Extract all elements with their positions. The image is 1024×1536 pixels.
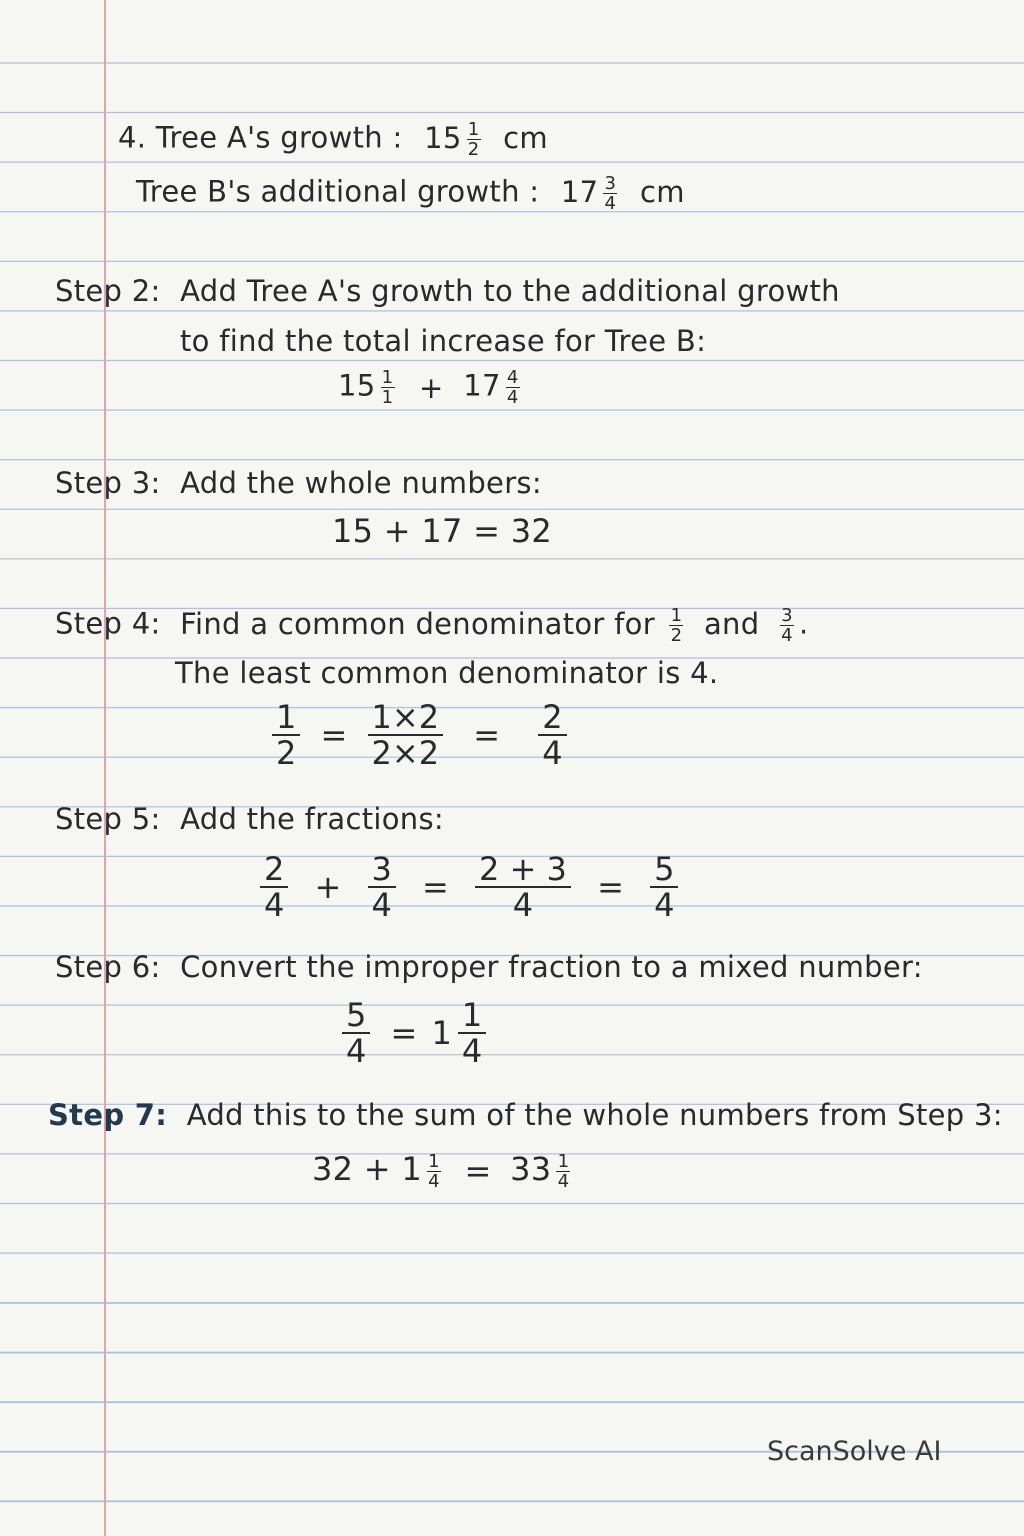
step7-b-den: 4: [557, 1170, 570, 1192]
step4-eq-c-den: 4: [542, 734, 563, 772]
tree-a-whole: 15: [424, 120, 462, 155]
step4-f2d: 4: [781, 625, 793, 646]
step7-line1: [48, 1098, 1003, 1132]
step5-text: Add the fractions:: [180, 802, 444, 836]
tree-b-unit: cm: [639, 174, 685, 209]
step7-a-den: 4: [428, 1170, 440, 1192]
step7-a-num: 1: [428, 1150, 440, 1172]
step4-equation: [266, 700, 573, 770]
step7-a: 32 + 1: [312, 1150, 423, 1188]
step4-eq-a-den: 2: [276, 734, 297, 772]
step4-label: Step 4:: [55, 606, 161, 641]
step2-text1: Add Tree A's growth to the additional growth: [180, 274, 840, 308]
step7-equals: =: [464, 1152, 492, 1190]
step2-label: Step 2:: [55, 274, 161, 308]
step6-line1: [55, 950, 923, 984]
step2-line2: [180, 324, 706, 358]
step7-b-num: 1: [557, 1150, 570, 1172]
step4-eq-a-num: 1: [276, 698, 297, 736]
step6-a-den: 4: [346, 1032, 367, 1070]
step4-frac-b: [780, 606, 794, 645]
tree-b-text: Tree B's additional growth :: [136, 174, 540, 209]
step7-equation: [312, 1150, 575, 1191]
step5-label: Step 5:: [55, 802, 161, 836]
step5-b-den: 4: [371, 886, 392, 924]
step7-frac-a: [427, 1152, 441, 1191]
step6-b-num: 1: [461, 996, 483, 1034]
step2-w1: 15: [338, 368, 376, 403]
step6-frac-b: [458, 998, 486, 1068]
step5-equation: [254, 852, 684, 922]
step6-frac-a: [342, 998, 370, 1068]
step4-text1: Find a common denominator for: [180, 606, 655, 641]
tree-a-num: 1: [467, 119, 480, 140]
step3-text: Add the whole numbers:: [180, 466, 542, 500]
step4-frac-a: [669, 606, 683, 645]
step5-c-num: 2 + 3: [479, 850, 567, 888]
step5-frac-d: [650, 852, 678, 922]
step3-label: Step 3:: [55, 466, 161, 500]
step4-eq-equals2: =: [473, 716, 501, 754]
step4-eq-equals1: =: [320, 716, 348, 754]
step4-eq-frac-a: [272, 700, 300, 770]
tree-a-den: 2: [467, 139, 480, 160]
brand-watermark: ScanSolve AI: [767, 1436, 942, 1467]
step5-b-num: 3: [371, 850, 392, 888]
step2-d2: 4: [506, 387, 519, 408]
step5-frac-b: [368, 852, 396, 922]
step5-equals2: =: [597, 868, 624, 906]
step7-frac-b: [556, 1152, 570, 1191]
step4-eq-frac-b: [368, 700, 444, 770]
step5-frac-c: [475, 852, 571, 922]
step5-frac-a: [260, 852, 288, 922]
step4-text2: The least common denominator is 4.: [175, 656, 719, 690]
step4-and: and: [703, 606, 760, 641]
step3-equation: 15 + 17 = 32: [332, 512, 553, 550]
step6-b-den: 4: [461, 1032, 483, 1070]
step4-eq-frac-c: [538, 700, 566, 770]
step7-b: 33: [510, 1150, 552, 1188]
step5-line1: [55, 802, 444, 836]
step5-equals1: =: [422, 868, 449, 906]
step5-d-num: 5: [654, 850, 675, 888]
tree-a-unit: cm: [503, 120, 548, 155]
step2-n2: 4: [506, 367, 519, 388]
step6-equation: [336, 998, 492, 1068]
tree-b-line: [136, 174, 685, 213]
step5-plus: +: [314, 868, 342, 906]
step2-equation: [338, 368, 525, 407]
step6-a-num: 5: [346, 996, 367, 1034]
step6-text: Convert the improper fraction to a mixed number:: [180, 950, 923, 984]
step3-line1: [55, 466, 542, 500]
tree-a-text: 4. Tree A's growth :: [118, 120, 403, 155]
step6-equals: =: [390, 1014, 418, 1052]
step2-w2: 17: [463, 368, 501, 403]
step2-d1: 1: [381, 387, 394, 408]
tree-b-fraction: [603, 174, 617, 213]
step5-a-num: 2: [264, 850, 285, 888]
step2-line1: [55, 274, 840, 308]
step2-frac1: [381, 368, 395, 407]
tree-b-num: 3: [604, 173, 617, 194]
step4-line2: [175, 656, 718, 690]
step2-n1: 1: [381, 367, 394, 388]
step5-a-den: 4: [264, 886, 285, 924]
tree-a-fraction: [467, 120, 481, 159]
step4-f2n: 3: [781, 605, 793, 626]
step4-line1: [55, 606, 809, 645]
step2-frac2: [506, 368, 520, 407]
tree-a-line: [118, 120, 548, 159]
margin-line: [104, 0, 106, 1536]
step6-whole: 1: [431, 1014, 452, 1052]
step4-eq-b-den: 2×2: [371, 734, 440, 772]
step4-eq-c-num: 2: [542, 698, 563, 736]
tree-b-den: 4: [604, 193, 617, 214]
step4-f1n: 1: [670, 605, 683, 626]
tree-b-whole: 17: [560, 174, 599, 209]
step4-eq-b-num: 1×2: [371, 698, 440, 736]
step2-text2: to find the total increase for Tree B:: [180, 324, 707, 358]
step5-d-den: 4: [654, 886, 675, 924]
step5-c-den: 4: [512, 886, 534, 924]
step4-period: .: [798, 606, 809, 641]
step7-label: Step 7:: [48, 1098, 168, 1132]
step2-plus: +: [419, 370, 444, 405]
step6-label: Step 6:: [55, 950, 161, 984]
step7-text: Add this to the sum of the whole numbers from Step 3:: [186, 1098, 1003, 1132]
step4-f1d: 2: [670, 625, 683, 646]
